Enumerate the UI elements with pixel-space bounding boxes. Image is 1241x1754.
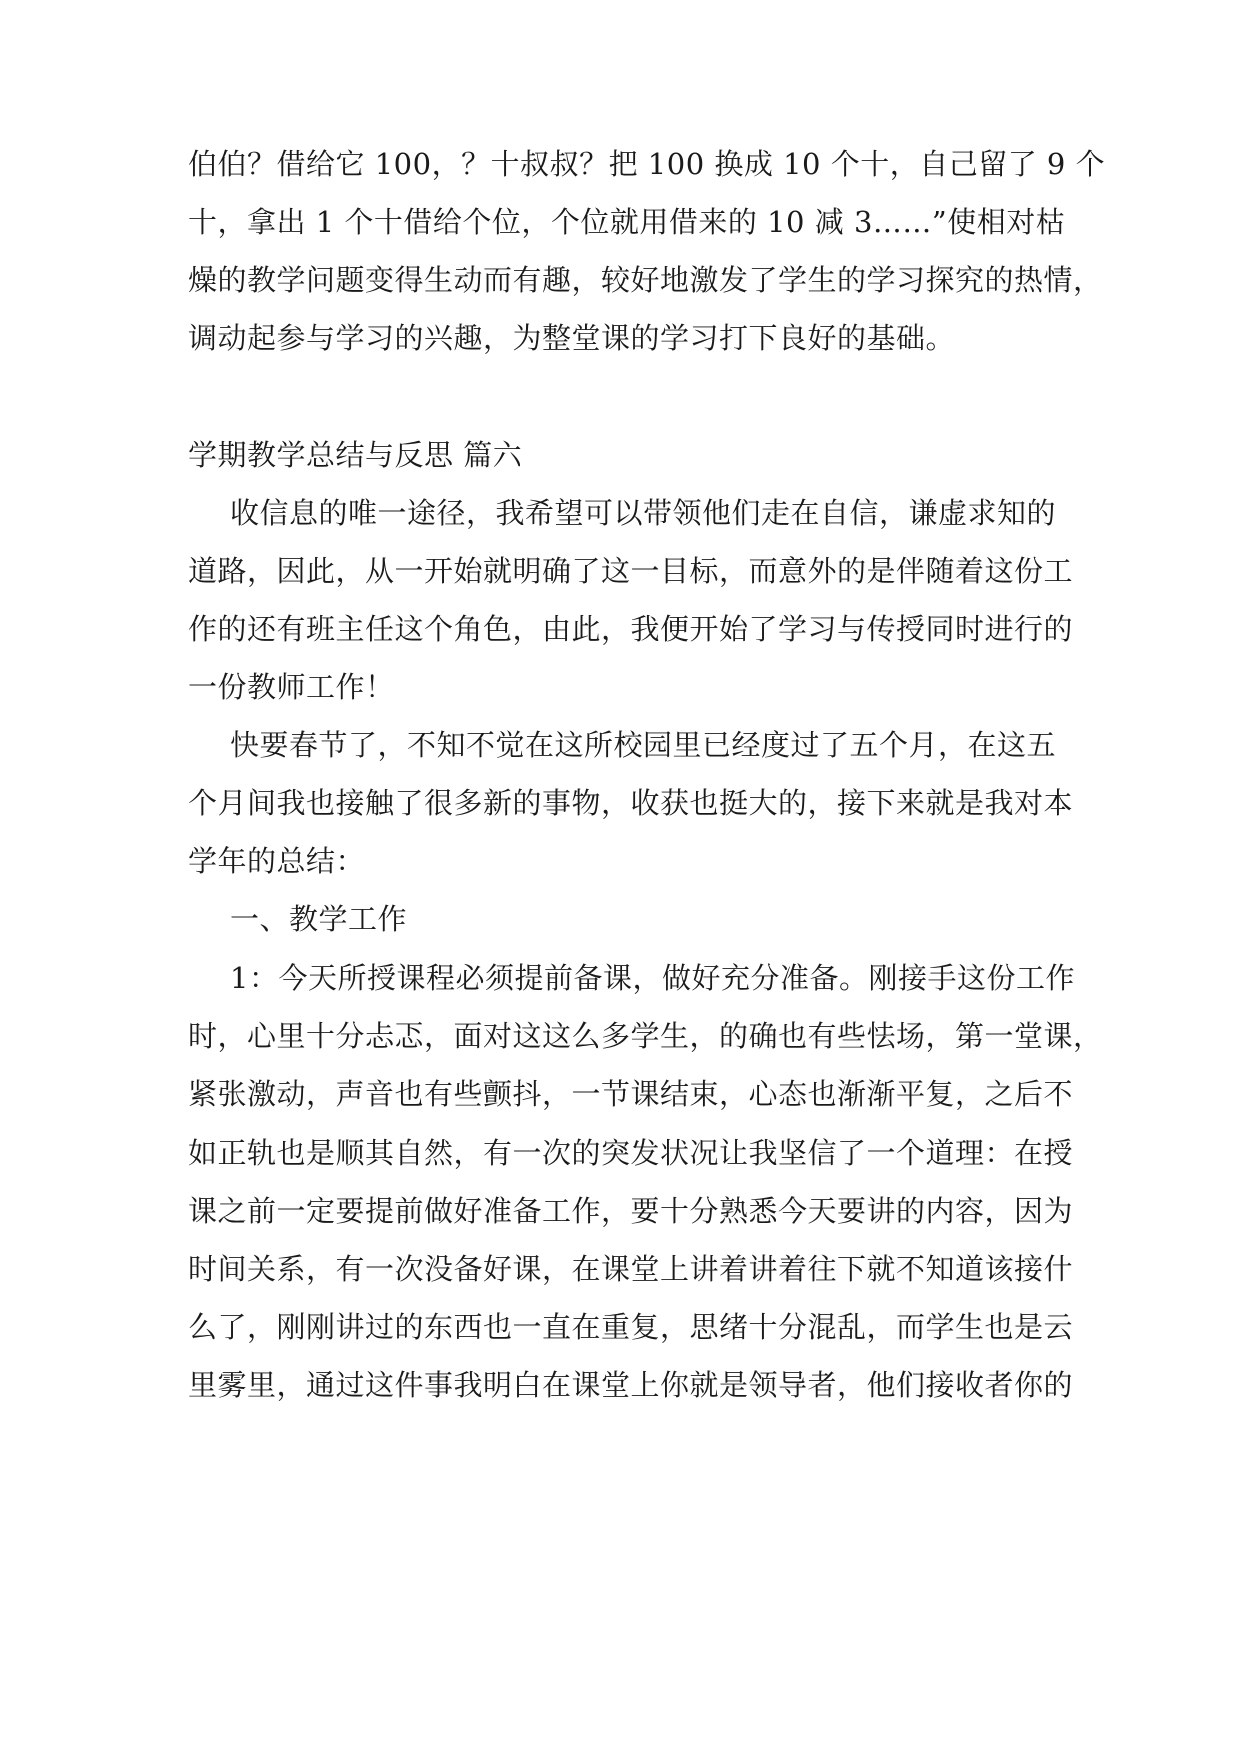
paragraph-line: 道路，因此，从一开始就明确了这一目标，而意外的是伴随着这份工	[188, 554, 1074, 588]
paragraph-line: 快要春节了，不知不觉在这所校园里已经度过了五个月，在这五	[230, 728, 1057, 762]
paragraph-line: 时间关系，有一次没备好课，在课堂上讲着讲着往下就不知道该接什	[188, 1252, 1074, 1286]
paragraph-line: 燥的教学问题变得生动而有趣，较好地激发了学生的学习探究的热情，	[188, 263, 1103, 297]
section-heading: 学期教学总结与反思 篇六	[188, 438, 523, 472]
subsection-heading: 一、教学工作	[230, 902, 408, 936]
paragraph-line: 紧张激动，声音也有些颤抖，一节课结束，心态也渐渐平复，之后不	[188, 1077, 1074, 1111]
paragraph-line: 学年的总结：	[188, 844, 366, 878]
paragraph-line: 如正轨也是顺其自然，有一次的突发状况让我坚信了一个道理：在授	[188, 1136, 1074, 1170]
paragraph-line: 十，拿出 1 个十借给个位，个位就用借来的 10 减 3……”使相对枯	[188, 205, 1066, 239]
paragraph-line: 么了，刚刚讲过的东西也一直在重复，思绪十分混乱，而学生也是云	[188, 1310, 1074, 1344]
paragraph-line: 课之前一定要提前做好准备工作，要十分熟悉今天要讲的内容，因为	[188, 1194, 1074, 1228]
paragraph-line: 伯伯？借给它 100，？十叔叔？把 100 换成 10 个十，自己留了 9 个	[188, 147, 1106, 181]
paragraph-line: 一份教师工作！	[188, 670, 395, 704]
paragraph-line: 里雾里，通过这件事我明白在课堂上你就是领导者，他们接收者你的	[188, 1368, 1074, 1402]
paragraph-line: 作的还有班主任这个角色，由此，我便开始了学习与传授同时进行的	[188, 612, 1074, 646]
paragraph-line: 收信息的唯一途径，我希望可以带领他们走在自信，谦虚求知的	[230, 496, 1057, 530]
paragraph-line: 时，心里十分忐忑，面对这这么多学生，的确也有些怯场，第一堂课，	[188, 1019, 1103, 1053]
paragraph-line: 1：今天所授课程必须提前备课，做好充分准备。刚接手这份工作	[230, 961, 1075, 995]
paragraph-line: 个月间我也接触了很多新的事物，收获也挺大的，接下来就是我对本	[188, 786, 1074, 820]
paragraph-line: 调动起参与学习的兴趣，为整堂课的学习打下良好的基础。	[188, 321, 956, 355]
